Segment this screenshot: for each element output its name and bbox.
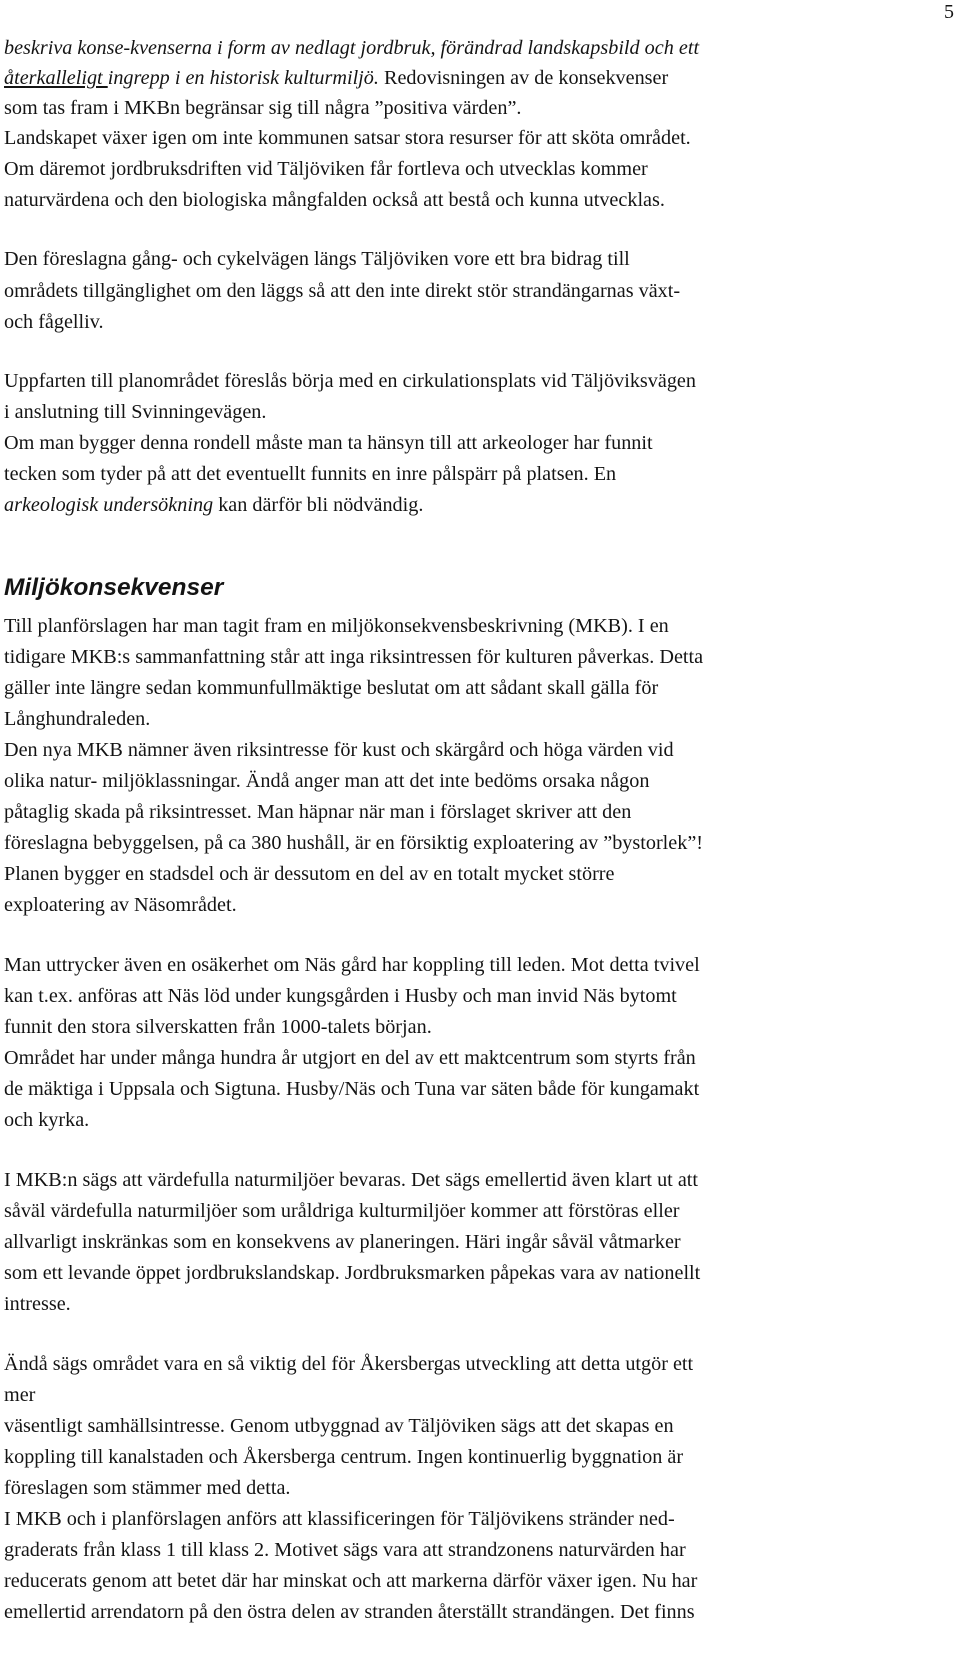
- page-number: 5: [944, 1, 954, 23]
- text-line: I MKB och i planförslagen anförs att klassificeringen för Täljövikens stränder ned-: [4, 1508, 675, 1530]
- text-line: i anslutning till Svinningevägen.: [4, 401, 267, 423]
- text-line: tecken som tyder på att det eventuellt funnits en inre pålspärr på platsen. En: [4, 463, 617, 485]
- text-line: gäller inte längre sedan kommunfullmäktige beslutat om att sådant skall gälla för: [4, 677, 659, 699]
- text-line: Den föreslagna gång- och cykelvägen längs Täljöviken vore ett bra bidrag till: [4, 248, 630, 270]
- text-line: tidigare MKB:s sammanfattning står att inga riksintressen för kulturen påverkas. Detta: [4, 646, 704, 668]
- text-line: allvarligt inskränkas som en konsekvens av planeringen. Häri ingår såväl våtmarker: [4, 1231, 681, 1253]
- text-line: exploatering av Näsområdet.: [4, 894, 237, 916]
- text-line: som ett levande öppet jordbrukslandskap. Jordbruksmarken påpekas vara av nationellt: [4, 1262, 701, 1284]
- section-heading: Miljökonsekvenser: [4, 574, 224, 601]
- text-line: Man uttrycker även en osäkerhet om Näs gård har koppling till leden. Mot detta tvivel: [4, 954, 700, 976]
- text-line: emellertid arrendatorn på den östra delen av stranden återställt strandängen. Det finns: [4, 1601, 695, 1623]
- text-line: Planen bygger en stadsdel och är dessutom en del av en totalt mycket större: [4, 863, 615, 885]
- text-line: väsentligt samhällsintresse. Genom utbyggnad av Täljöviken sägs att det skapas en: [4, 1415, 674, 1437]
- text-line: Området har under många hundra år utgjort en del av ett maktcentrum som styrts från: [4, 1047, 696, 1069]
- text-line: påtaglig skada på riksintresset. Man häpnar när man i förslaget skriver att den: [4, 801, 632, 823]
- text-line: reducerats genom att betet där har minskat och att markerna därför växer igen. Nu har: [4, 1570, 698, 1592]
- text-line: graderats från klass 1 till klass 2. Motivet sägs vara att strandzonens naturvärden har: [4, 1539, 686, 1561]
- text-line: föreslagen som stämmer med detta.: [4, 1477, 291, 1499]
- text-line: intresse.: [4, 1293, 71, 1315]
- text-line: och fågelliv.: [4, 311, 104, 333]
- text-span: Redovisningen av de konsekvenser: [383, 67, 669, 89]
- text-line: de mäktiga i Uppsala och Sigtuna. Husby/Näs och Tuna var säten både för kungamakt: [4, 1078, 700, 1100]
- text-line: Långhundraleden.: [4, 708, 151, 730]
- text-line: kan t.ex. anföras att Näs löd under kungsgården i Husby och man invid Näs bytomt: [4, 985, 677, 1007]
- text-line: föreslagna bebyggelsen, på ca 380 hushåll, är en försiktig exploatering av ”bystorlek”!: [4, 832, 704, 854]
- text-line: som tas fram i MKBn begränsar sig till några ”positiva värden”.: [4, 97, 522, 119]
- text-line: Om man bygger denna rondell måste man ta hänsyn till att arkeologer har funnit: [4, 432, 653, 454]
- text-line: I MKB:n sägs att värdefulla naturmiljöer bevaras. Det sägs emellertid även klart ut att: [4, 1169, 699, 1191]
- text-line: Uppfarten till planområdet föreslås börja med en cirkulationsplats vid Täljöviksvägen: [4, 370, 696, 392]
- text-line: Om däremot jordbruksdriften vid Täljöviken får fortleva och utvecklas kommer: [4, 158, 648, 180]
- text-line: Ändå sägs området vara en så viktig del för Åkersbergas utveckling att detta utgör ett: [4, 1353, 694, 1375]
- text-span-italic: arkeologisk undersökning: [4, 494, 214, 516]
- text-span-italic: återkalleligt: [4, 67, 108, 89]
- text-line: olika natur- miljöklassningar. Ändå anger man att det inte bedöms orsaka någon: [4, 770, 650, 792]
- text-line: områdets tillgänglighet om den läggs så att den inte direkt stör strandängarnas växt-: [4, 280, 681, 302]
- text-line: Landskapet växer igen om inte kommunen satsar stora resurser för att sköta området.: [4, 127, 691, 149]
- text-line: och kyrka.: [4, 1109, 90, 1131]
- text-line: Till planförslagen har man tagit fram en miljökonsekvensbeskrivning (MKB). I en: [4, 615, 669, 637]
- text-line: [4, 68, 668, 88]
- text-span: kan därför bli nödvändig.: [213, 494, 424, 516]
- text-line: Den nya MKB nämner även riksintresse för kust och skärgård och höga värden vid: [4, 739, 674, 761]
- text-line: [4, 495, 423, 515]
- text-line: såväl värdefulla naturmiljöer som uråldriga kulturmiljöer kommer att förstöras eller: [4, 1200, 680, 1222]
- text-line: koppling till kanalstaden och Åkersberga centrum. Ingen kontinuerlig byggnation är: [4, 1446, 684, 1468]
- text-line: funnit den stora silverskatten från 1000-talets början.: [4, 1016, 432, 1038]
- text-span-italic: ingrepp i en historisk kulturmiljö.: [107, 67, 384, 89]
- text-line: beskriva konse-kvenserna i form av nedlagt jordbruk, förändrad landskapsbild och ett: [4, 37, 700, 59]
- text-line: mer: [4, 1384, 36, 1406]
- text-line: naturvärdena och den biologiska mångfalden också att bestå och kunna utvecklas.: [4, 189, 665, 211]
